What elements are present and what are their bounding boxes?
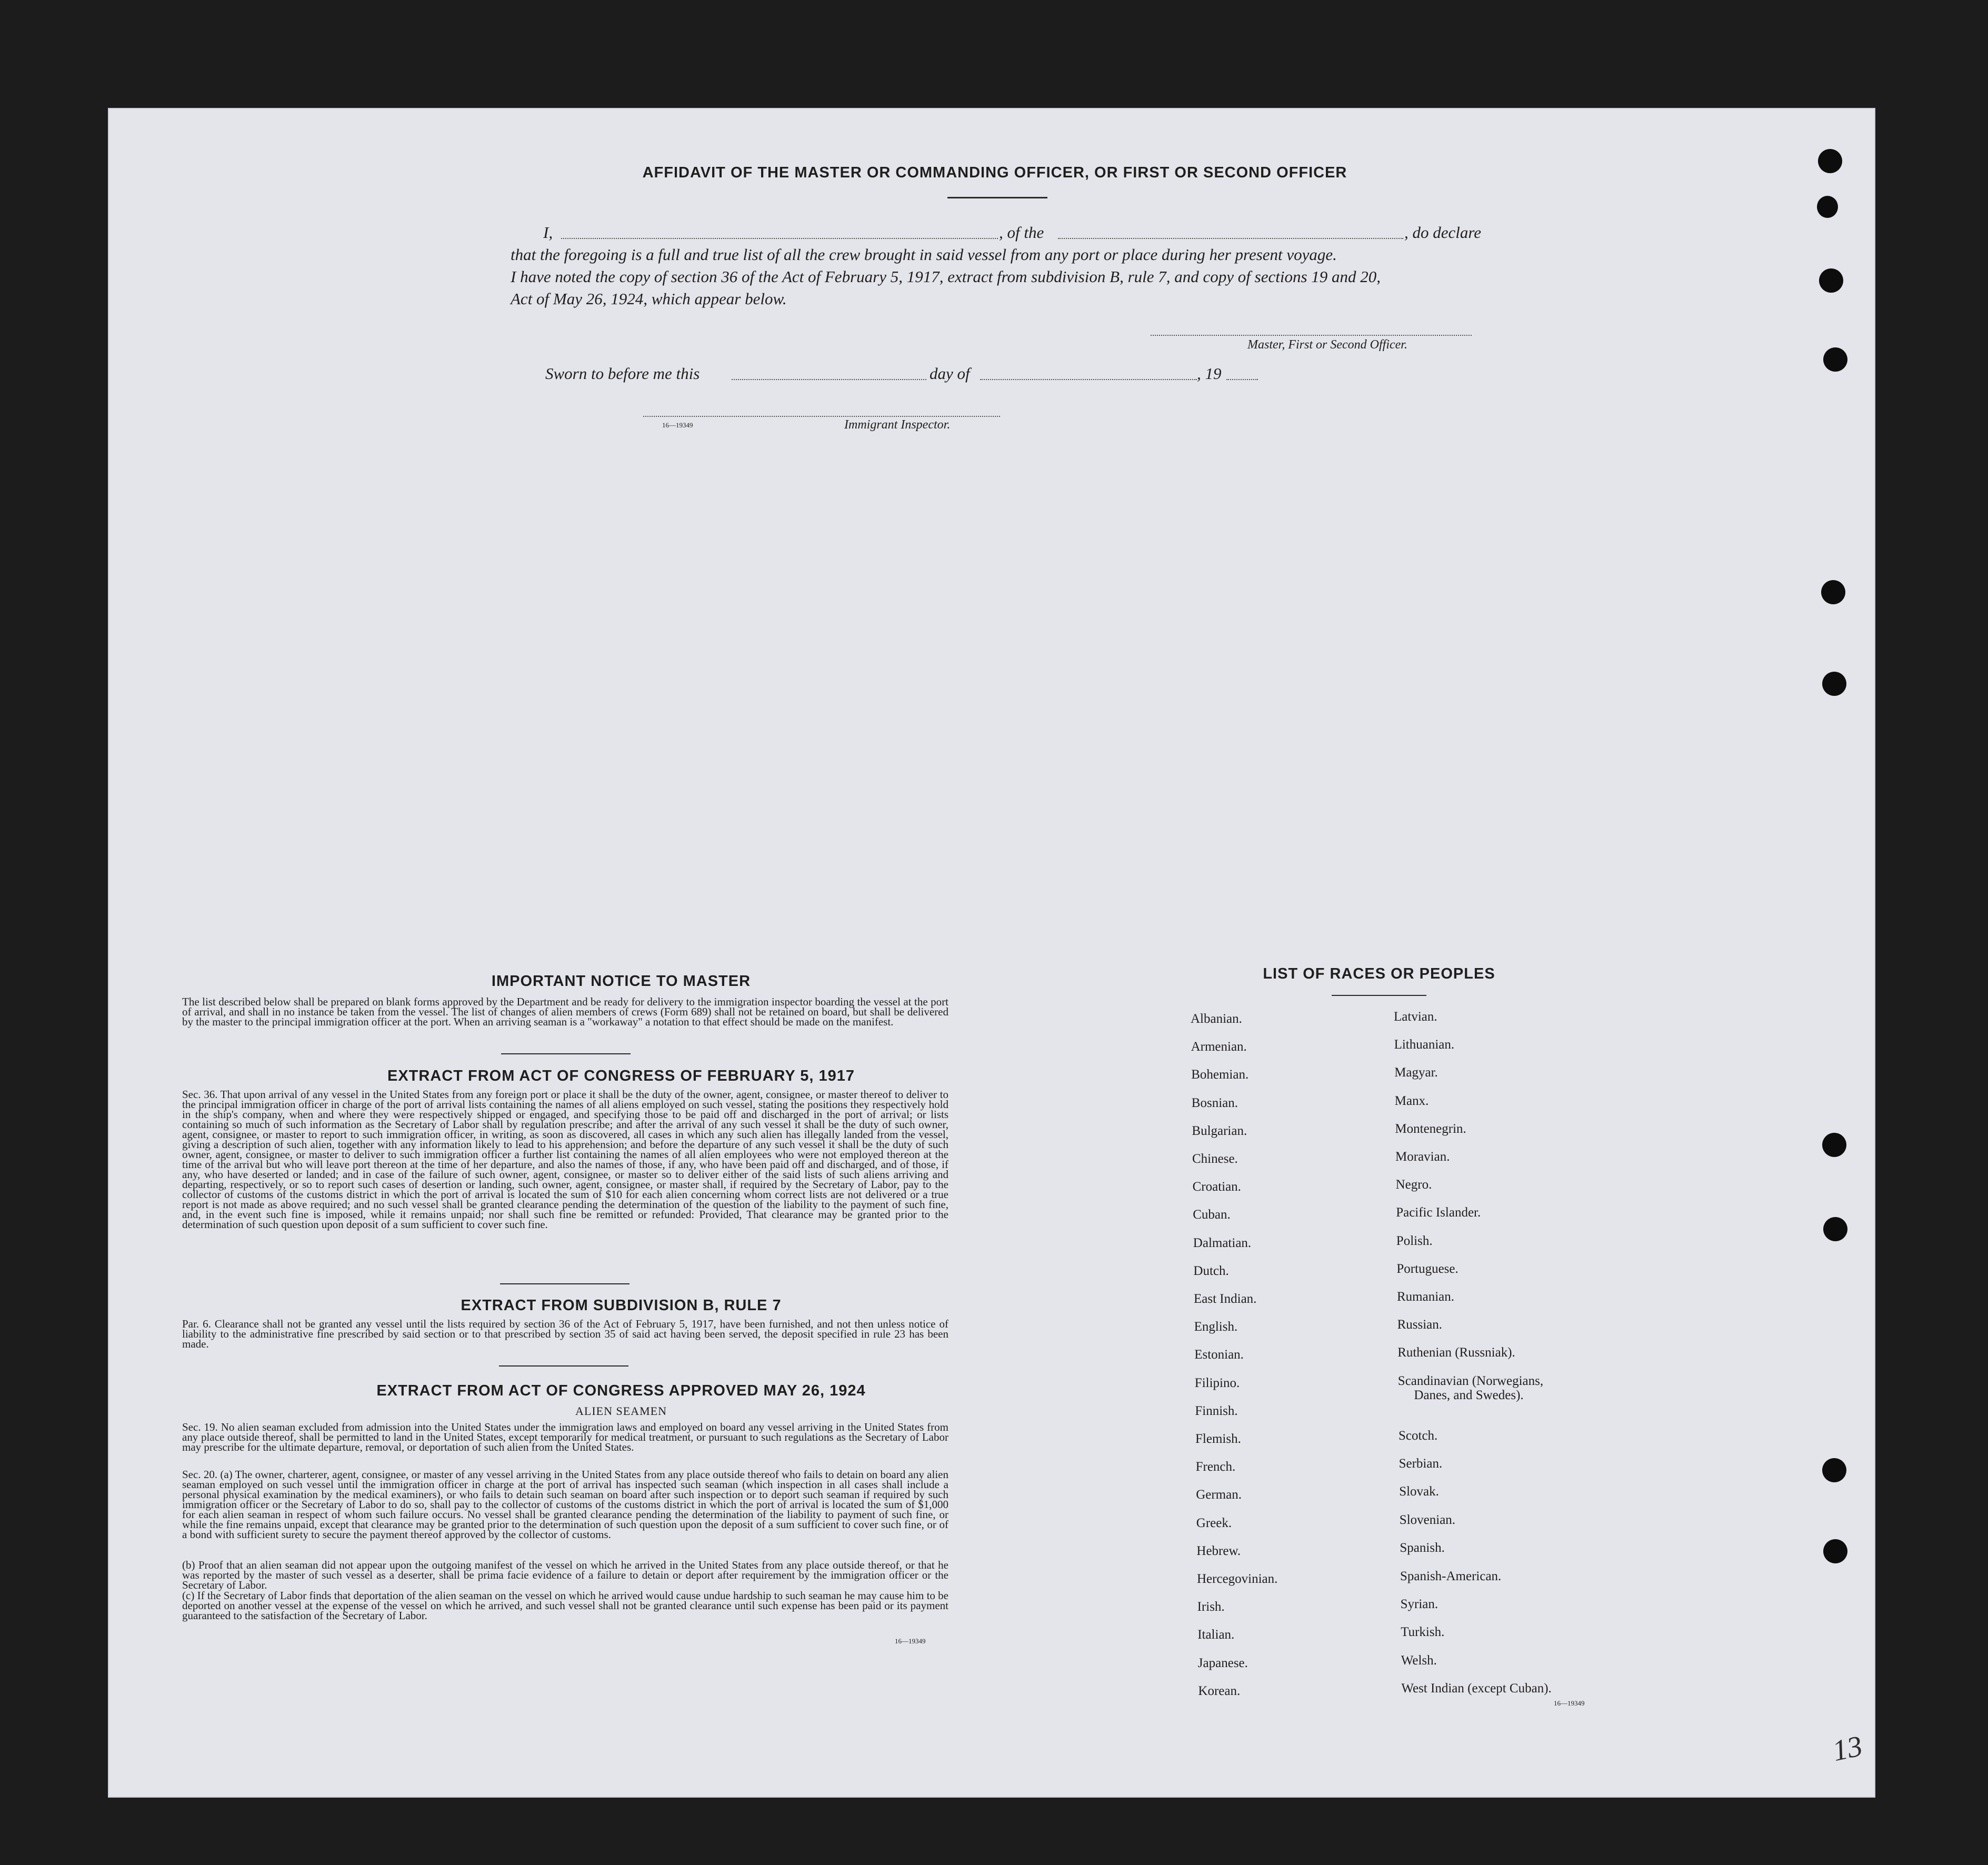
race-item: Dutch. <box>1193 1263 1229 1278</box>
race-item: Pacific Islander. <box>1396 1205 1481 1220</box>
race-item: Lithuanian. <box>1394 1038 1455 1052</box>
affidavit-line: Act of May 26, 1924, which appear below. <box>511 290 787 308</box>
punch-hole <box>1821 580 1845 604</box>
punch-hole <box>1822 1458 1846 1482</box>
race-item: Korean. <box>1198 1683 1241 1698</box>
race-item: Scandinavian (Norwegians, <box>1397 1373 1544 1388</box>
punch-hole <box>1822 1133 1846 1157</box>
race-item: Italian. <box>1197 1628 1235 1642</box>
race-item: French. <box>1195 1460 1236 1474</box>
race-item: Polish. <box>1396 1233 1433 1248</box>
race-item: Latvian. <box>1394 1010 1437 1024</box>
divider <box>1332 995 1426 996</box>
race-item: Irish. <box>1197 1600 1225 1614</box>
master-signature-field[interactable] <box>1151 335 1472 336</box>
sec19-body: Sec. 19. No alien seaman excluded from admission into the United States under the immigration laws and employed on board any vessel arriving in the United States from any place outside thereof, shall be permitted to land in the United States, except temporarily for medical treatment, or pursuant to such regulations as the Secretary of Labor may prescribe for the ultimate departure, removal, or deportation of such alien from the United States. <box>182 1421 948 1453</box>
punch-hole <box>1819 268 1843 293</box>
alien-seamen-subtitle: ALIEN SEAMEN <box>575 1404 667 1418</box>
notice-body: The list described below shall be prepared on blank forms approved by the Department and be ready for delivery to the immigration inspector boarding the vessel at the port of arrival, and shall in no instance be taken from the vessel. The list of changes of alien members of crews (Form 689) shall not be retained on board, but shall be delivered by the master to the principal immigration officer at the port. When an arriving seaman is a "workaway" a notation to that effect should be made on the manifest. <box>182 995 948 1028</box>
race-item: Armenian. <box>1191 1040 1247 1054</box>
race-item: Hercegovinian. <box>1197 1572 1278 1586</box>
form-number: 16—19349 <box>1554 1699 1585 1707</box>
subdivision-b-body: Par. 6. Clearance shall not be granted any vessel until the lists required by section 36 of the Act of February 5, 1917, have been furnished, and not then unless notice of liability to the administrative fine prescribed by said section or to that prescribed by section 35 of said act having been served, the deposit specified in rule 23 has been made. <box>182 1318 948 1350</box>
inspector-caption: Immigrant Inspector. <box>844 418 951 432</box>
race-item: West Indian (except Cuban). <box>1401 1681 1552 1696</box>
sec20b-body: (b) Proof that an alien seaman did not appear upon the outgoing manifest of the vessel on which he arrived in the United States from any place outside thereof, or that he was reported by the master of such vessel as a deserter, shall be prima facie evidence of a failure to detain or deport after requirement by the immigration officer or the Secretary of Labor. <box>182 1559 948 1591</box>
race-item: Spanish. <box>1400 1541 1445 1555</box>
race-item: Bulgarian. <box>1192 1123 1247 1138</box>
subdivision-b-title: EXTRACT FROM SUBDIVISION B, RULE 7 <box>461 1297 782 1314</box>
punch-hole <box>1817 196 1838 218</box>
form-number: 16—19349 <box>895 1637 926 1645</box>
document-page <box>108 108 1875 1798</box>
divider <box>947 197 1047 198</box>
race-item: Croatian. <box>1192 1180 1241 1194</box>
extract-1924-title: EXTRACT FROM ACT OF CONGRESS APPROVED MAY 26, 1924 <box>376 1382 866 1399</box>
extract-1917-title: EXTRACT FROM ACT OF CONGRESS OF FEBRUARY 5, 1917 <box>387 1068 855 1084</box>
vessel-name-field[interactable] <box>1058 238 1403 239</box>
affiant-name-field[interactable] <box>561 238 998 239</box>
race-item: Cuban. <box>1193 1208 1231 1222</box>
punch-hole <box>1823 347 1847 372</box>
punch-hole <box>1822 672 1846 696</box>
race-item: Moravian. <box>1395 1150 1450 1164</box>
race-item: Chinese. <box>1192 1152 1238 1166</box>
race-item: Spanish-American. <box>1400 1569 1502 1583</box>
race-item: Bosnian. <box>1191 1095 1238 1110</box>
affidavit-line: I have noted the copy of section 36 of the Act of February 5, 1917, extract from subdivision B, rule 7, and copy of sections 19 and 20, <box>511 267 1381 286</box>
race-item: Manx. <box>1394 1093 1429 1108</box>
extract-1917-body: Sec. 36. That upon arrival of any vessel in the United States from any foreign port or place it shall be the duty of the owner, agent, consignee, or master thereof to deliver to the principal immigration officer in charge of the port of arrival lists containing the names of all aliens employed on such vessel, stating the positions they respectively hold in the ship's company, when and where they were respectively shipped or engaged, and specifying those to be paid off and discharged in the port of arrival; or lists containing so much of such information as the Secretary of Labor shall by regulation prescribe; and after the arrival of any such vessel it shall be the duty of such owner, agent, consignee, or master to report to such immigration officer, in writing, as soon as discovered, all cases in which any such alien has illegally landed from the vessel, giving a description of such alien, together with any information likely to lead to his apprehension; and before the departure of any such vessel it shall be the duty of such owner, agent, consignee, or master to deliver to such immigration officer a further list containing the names of all alien employees who were not employed thereon at the time of the arrival but who will leave port thereon at the time of her departure, and also the names of those, if any, who have been paid off and discharged, and of those, if any, who have deserted or landed; and in case of the failure of such owner, agent, consignee, or master so to deliver either of the said lists of such aliens arriving and departing, respectively, or so to report such cases of desertion or landing, such owner, agent, consignee, or master shall, if required by the Secretary of Labor, pay to the collector of customs of the customs district in which the port of arrival is located the sum of $10 for each alien concerning whom correct lists are not delivered or a true report is not made as above required; and no such vessel shall be granted clearance pending the determination of the question of the liability to the payment of such fine, and, in the event such fine is imposed, while it remains unpaid; nor shall such fine be remitted or refunded: Provided, That clearance may be granted prior to the determination of such question upon deposit of a sum sufficient to cover such fine. <box>182 1088 948 1231</box>
race-item: Slovak. <box>1399 1484 1439 1499</box>
race-item: Serbian. <box>1398 1457 1443 1471</box>
race-item: Ruthenian (Russniak). <box>1397 1345 1515 1360</box>
of-the-label: , of the <box>999 223 1044 242</box>
races-title: LIST OF RACES OR PEOPLES <box>1263 965 1495 982</box>
divider <box>501 1053 631 1054</box>
race-item: Turkish. <box>1401 1625 1445 1640</box>
race-item: Albanian. <box>1191 1012 1242 1026</box>
race-item: Russian. <box>1397 1318 1443 1332</box>
race-item: East Indian. <box>1194 1292 1257 1306</box>
sworn-month-field[interactable] <box>980 379 1197 380</box>
race-item: Slovenian. <box>1399 1512 1456 1527</box>
sworn-label: Sworn to before me this <box>545 364 700 383</box>
affiant-label: I, <box>543 223 553 242</box>
master-caption: Master, First or Second Officer. <box>1247 338 1407 352</box>
affidavit-title: AFFIDAVIT OF THE MASTER OR COMMANDING OFFICER, OR FIRST OR SECOND OFFICER <box>642 164 1347 181</box>
race-item: Hebrew. <box>1196 1543 1241 1558</box>
sec20c-body: (c) If the Secretary of Labor finds that deportation of the alien seaman on the vessel on which he arrived would cause undue hardship to such seaman he may cause him to be deported on another vessel at the expense of the vessel on which he arrived, and such vessel shall not be granted clearance until such expense has been paid or its payment guaranteed to the satisfaction of the Secretary of Labor. <box>182 1589 948 1622</box>
race-item: English. <box>1194 1320 1238 1334</box>
race-item: Portuguese. <box>1396 1261 1458 1276</box>
race-item: Rumanian. <box>1397 1290 1455 1304</box>
race-item: Dalmatian. <box>1193 1235 1252 1250</box>
affidavit-line: that the foregoing is a full and true list of all the crew brought in said vessel from any port or place during her present voyage. <box>511 245 1337 264</box>
race-item: Scotch. <box>1398 1428 1438 1443</box>
form-number: 16—19349 <box>662 421 693 429</box>
punch-hole <box>1823 1539 1847 1563</box>
race-item: Welsh. <box>1401 1653 1437 1668</box>
page-number-mark: 13 <box>1830 1729 1865 1768</box>
punch-hole <box>1818 149 1842 173</box>
race-item: Syrian. <box>1400 1597 1438 1611</box>
year-label: , 19 <box>1197 364 1222 383</box>
punch-hole <box>1823 1217 1847 1241</box>
do-declare-label: , do declare <box>1404 223 1482 242</box>
divider <box>499 1365 628 1367</box>
inspector-signature-field[interactable] <box>643 416 1000 417</box>
race-item: Filipino. <box>1194 1375 1240 1390</box>
day-of-label: day of <box>930 364 970 383</box>
race-item: Flemish. <box>1195 1432 1241 1446</box>
sworn-year-field[interactable] <box>1226 379 1258 380</box>
divider <box>500 1283 630 1284</box>
race-item: Negro. <box>1395 1178 1432 1192</box>
race-item: Finnish. <box>1195 1403 1238 1418</box>
sec20a-body: Sec. 20. (a) The owner, charterer, agent, consignee, or master of any vessel arriving in the United States from any place outside thereof who fails to detain on board any alien seaman employed on such vessel until the immigration officer in charge at the port of arrival has inspected such seaman (which inspection in all cases shall include a personal physical examination by the medical examiners), or who fails to detain such seaman on board after such inspection or to deport such seaman if required by such immigration officer or the Secretary of Labor to do so, shall pay to the collector of customs of the customs district in which the port of arrival is located the sum of $1,000 for each alien seaman in respect of whom such failure occurs. No vessel shall be granted clearance pending the determination of the liability to payment of such fine, or while the fine remains unpaid, except that clearance may be granted prior to the determination of such question upon the deposit of a sum sufficient to cover such fine, or of a bond with sufficient surety to secure the payment thereof approved by the collector of customs. <box>182 1468 948 1541</box>
sworn-day-field[interactable] <box>732 379 926 380</box>
notice-title: IMPORTANT NOTICE TO MASTER <box>491 973 751 990</box>
race-item: Greek. <box>1196 1515 1232 1530</box>
race-item: Japanese. <box>1197 1655 1248 1670</box>
race-item: Bohemian. <box>1191 1068 1249 1082</box>
race-item: Magyar. <box>1394 1065 1438 1080</box>
race-item: German. <box>1196 1488 1242 1502</box>
race-item: Montenegrin. <box>1395 1121 1466 1136</box>
race-item: Estonian. <box>1194 1348 1244 1362</box>
race-item: Danes, and Swedes). <box>1414 1388 1524 1402</box>
